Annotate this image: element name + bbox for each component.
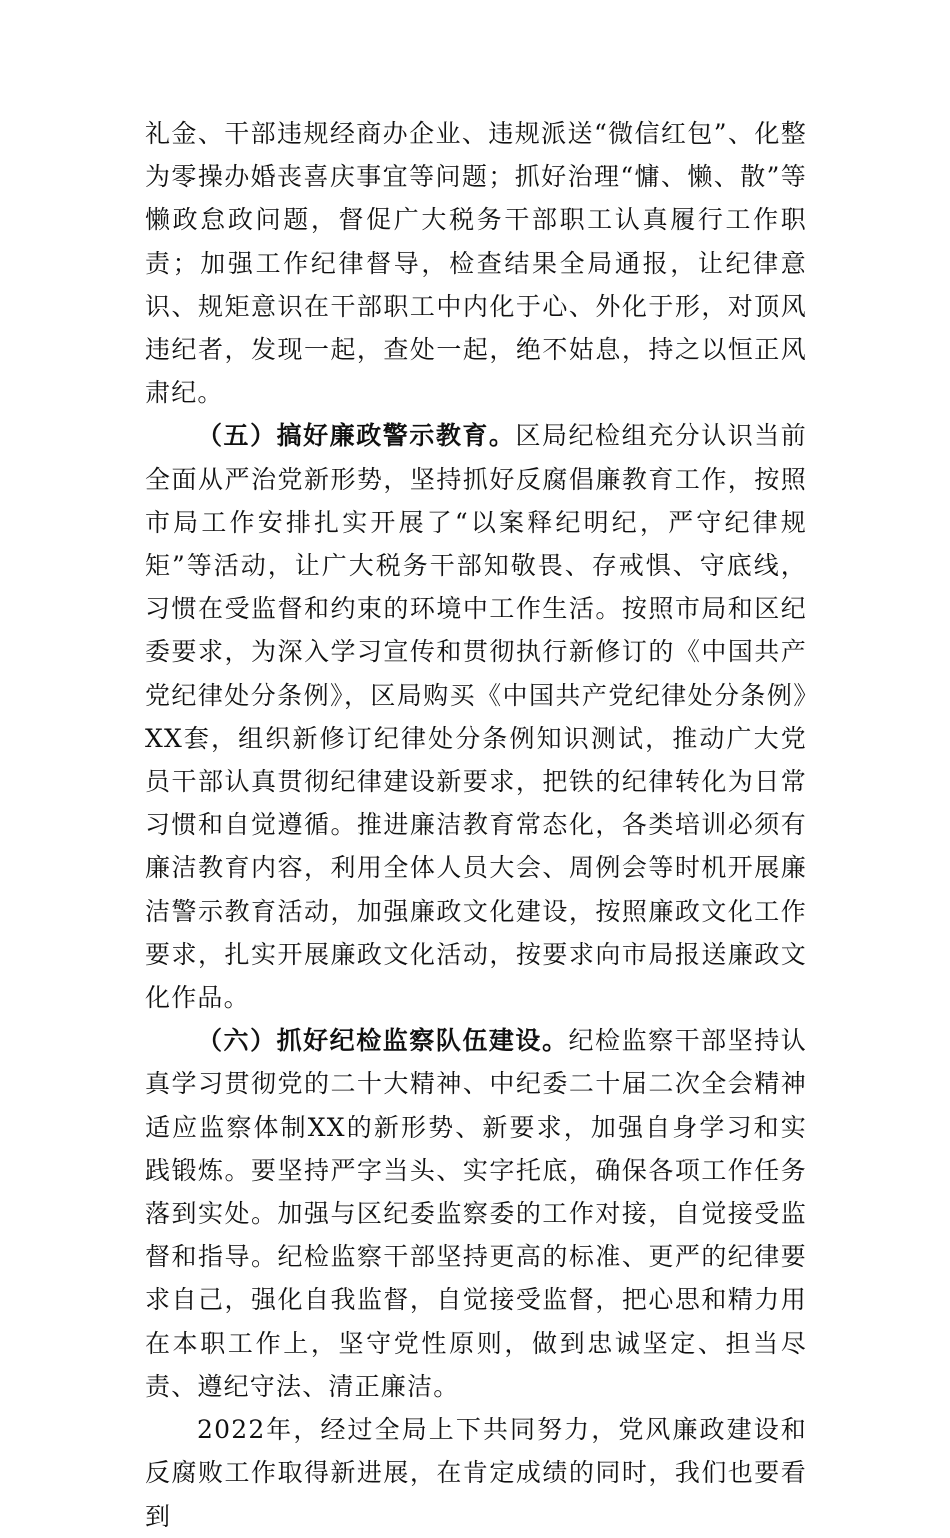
paragraph-text: 区局纪检组充分认识当前全面从严治党新形势，坚持抓好反腐倡廉教育工作，按照市局工作安排扎实开展了“以案释纪明纪，严守纪律规矩”等活动，让广大税务干部知敬畏、存戒惧、守底线，习惯在受监督和约束的环境中工作生活。按照市局和区纪委要求，为深入学习宣传和贯彻执行新修订的《中国共产党纪律处分条例》，区局购买《中国共产党纪律处分条例》XX套，组织新修订纪律处分条例知识测试，推动广大党员干部认真贯彻纪律建设新要求，把铁的纪律转化为日常习惯和自觉遵循。推进廉洁教育常态化，各类培训必须有廉洁教育内容，利用全体人员大会、周例会等时机开展廉洁警示教育活动，加强廉政文化建设，按照廉政文化工作要求，扎实开展廉政文化活动，按要求向市局报送廉政文化作品。 [145,421,807,1013]
paragraph-text: 礼金、干部违规经商办企业、违规派送“微信红包”、化整为零操办婚丧喜庆事宜等问题；抓好治理“慵、懒、散”等懒政怠政问题，督促广大税务干部职工认真履行工作职责；加强工作纪律督导，检查结果全局通报，让纪律意识、规矩意识在干部职工中内化于心、外化于形，对顶风违纪者，发现一起，查处一起，绝不姑息，持之以恒正风肃纪。 [145,119,807,408]
section-heading-6: （六）抓好纪检监察队伍建设。 [197,1026,569,1056]
section-heading-5: （五）搞好廉政警示教育。 [197,421,516,451]
paragraph-summary [145,1408,807,1538]
document-body [145,112,807,1538]
paragraph-section-5 [145,414,807,1019]
paragraph-text: 2022年，经过全局上下共同努力，党风廉政建设和反腐败工作取得新进展，在肯定成绩的同时，我们也要看到 [145,1415,807,1531]
paragraph-section-6 [145,1019,807,1408]
paragraph-text: 纪检监察干部坚持认真学习贯彻党的二十大精神、中纪委二十届二次全会精神适应监察体制XX的新形势、新要求，加强自身学习和实践锻炼。要坚持严字当头、实字托底，确保各项工作任务落到实处。加强与区纪委监察委的工作对接，自觉接受监督和指导。纪检监察干部坚持更高的标准、更严的纪律要求自己，强化自我监督，自觉接受监督，把心思和精力用在本职工作上，坚守党性原则，做到忠诚坚定、担当尽责、遵纪守法、清正廉洁。 [145,1026,807,1401]
paragraph-continuation [145,112,807,414]
